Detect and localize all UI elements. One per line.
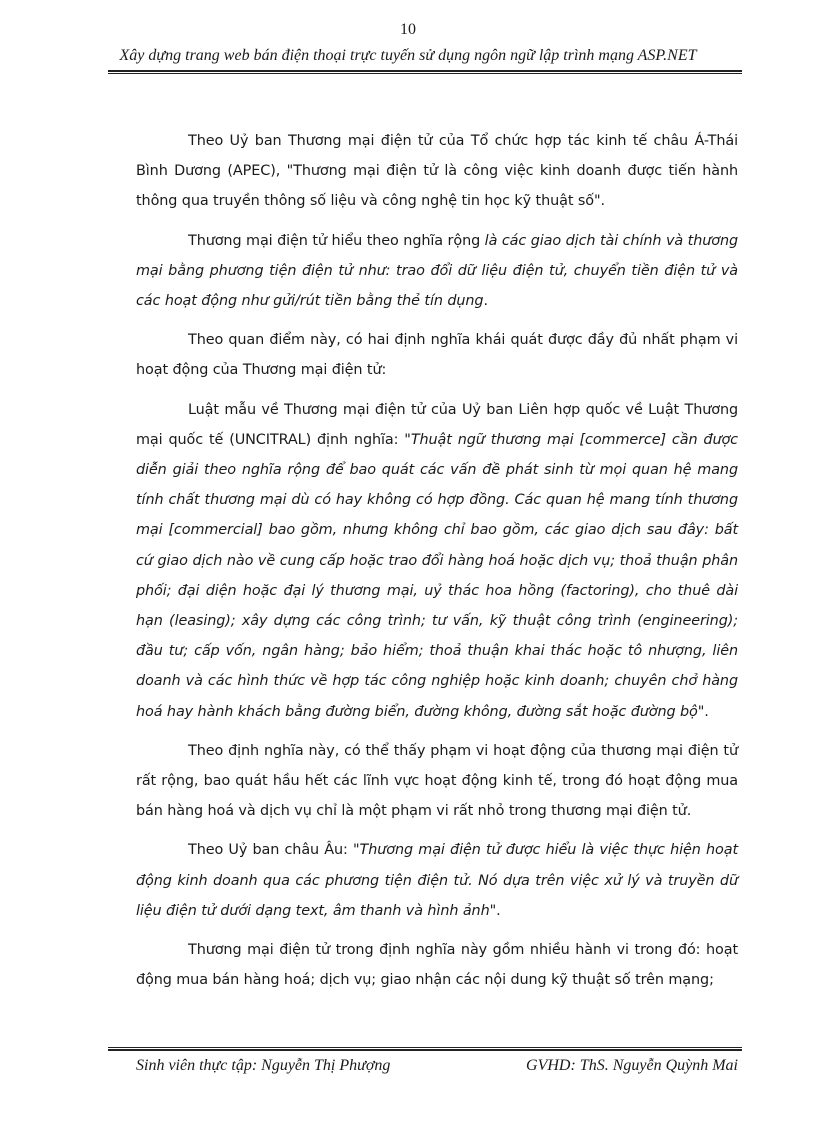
footer-double-rule xyxy=(108,1047,742,1051)
document-header-title: Xây dựng trang web bán điện thoại trực tuyến sử dụng ngôn ngữ lập trình mạng ASP.NET xyxy=(119,47,697,64)
paragraph-uncitral-definition xyxy=(136,395,738,727)
paragraph-broad-definition xyxy=(136,226,738,317)
paragraph-scope-conclusion: Theo định nghĩa này, có thể thấy phạm vi hoạt động của thương mại điện tử rất rộng, bao quát hầu hết các lĩnh vực hoạt động kinh tế, trong đó hoạt động mua bán hàng hoá và dịch vụ chỉ là một phạm vi rất nhỏ trong thương mại điện tử. xyxy=(136,742,738,820)
page-number: 10 xyxy=(400,21,416,38)
paragraph-lead-text: Thương mại điện tử hiểu theo nghĩa rộng xyxy=(188,232,485,249)
document-body xyxy=(136,126,738,1004)
paragraph-tail-text: . xyxy=(496,902,501,919)
footer-advisor: GVHD: ThS. Nguyễn Quỳnh Mai xyxy=(526,1057,738,1074)
paragraph-italic-text: là các giao dịch tài chính và thương mại bằng phương tiện điện tử như: trao đổi dữ liệu điện tử, chuyển tiền điện tử và các hoạt động như gửi/rút tiền bằng thẻ tín dụng xyxy=(136,232,739,310)
paragraph-lead-text: Luật mẫu về Thương mại điện tử của Uỷ ban Liên hợp quốc về Luật Thương mại quốc tế (UNCITRAL) định nghĩa: xyxy=(136,401,738,448)
paragraph-eu-scope: Thương mại điện tử trong định nghĩa này gồm nhiều hành vi trong đó: hoạt động mua bán hàng hoá; dịch vụ; giao nhận các nội dung kỹ thuật số trên mạng; xyxy=(136,942,738,989)
paragraph-tail-text: . xyxy=(483,293,488,310)
paragraph-two-definitions-intro: Theo quan điểm này, có hai định nghĩa khái quát được đầy đủ nhất phạm vi hoạt động của Thương mại điện tử: xyxy=(136,332,738,379)
paragraph-apec-definition: Theo Uỷ ban Thương mại điện tử của Tổ chức hợp tác kinh tế châu Á-Thái Bình Dương (APEC), "Thương mại điện tử là công việc kinh doanh được tiến hành thông qua truyền thông số liệu và công nghệ tin học kỹ thuật số". xyxy=(136,133,738,210)
paragraph-italic-quote: "Thuật ngữ thương mại [commerce] cần được diễn giải theo nghĩa rộng để bao quát các vấn đề phát sinh từ mọi quan hệ mang tính chất thương mại dù có hay không có hợp đồng. Các quan hệ mang tính thương mại [commercial] bao gồm, nhưng không chỉ bao gồm, các giao dịch sau đây: bất cứ giao dịch nào về cung cấp hoặc trao đổi hàng hoá hoặc dịch vụ; thoả thuận phân phối; đại diện hoặc đại lý thương mại, uỷ thác hoa hồng (factoring), cho thuê dài hạn (leasing); xây dựng các công trình; tư vấn, kỹ thuật công trình (engineering); đầu tư; cấp vốn, ngân hàng; bảo hiểm; thoả thuận khai thác hoặc tô nhượng, liên doanh và các hình thức về hợp tác công nghiệp hoặc kinh doanh; chuyên chở hàng hoá hay hành khách bằng đường biển, đường không, đường sắt hoặc đường bộ" xyxy=(136,431,738,720)
header-double-rule xyxy=(108,70,742,74)
footer-student: Sinh viên thực tập: Nguyễn Thị Phượng xyxy=(136,1057,391,1074)
page-footer xyxy=(136,1056,738,1076)
paragraph-eu-definition xyxy=(136,835,738,926)
paragraph-tail-text: . xyxy=(704,703,709,720)
paragraph-lead-text: Theo Uỷ ban châu Âu: xyxy=(188,842,354,859)
paragraph-italic-quote: "Thương mại điện tử được hiểu là việc thực hiện hoạt động kinh doanh qua các phương tiện điện tử. Nó dựa trên việc xử lý và truyền dữ liệu điện tử dưới dạng text, âm thanh và hình ảnh" xyxy=(136,842,738,919)
